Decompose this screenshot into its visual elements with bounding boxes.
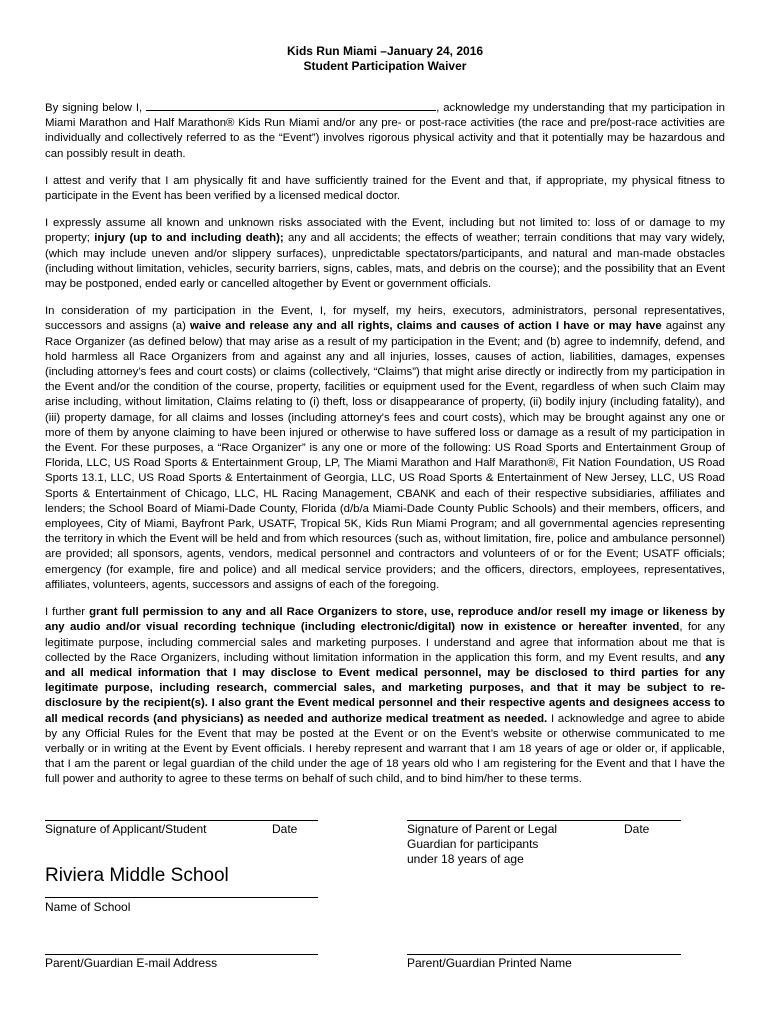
permission-text-end: I acknowledge and agree to abide by any Official Rules for the Event that may be posted at the Event or on the Event’s website or otherwise communicated to me verbally or in writing at the Event by Event officials. I hereby represent and warrant that I am 18 years of age or older or, if applicable, that I am the parent or legal guardian of the child under the age of 18 years old who I am registering for the Event and that I have the full power and authority to agree to these terms on behalf of such child, and to bind him/her to these terms. [45,712,725,786]
permission-text-middle: , for any legitimate purpose, including commercial sales and marketing purposes. I understand and agree that information about me that is collected by the Race Organizers, including without limitation information in the application this form, and my Event results, and [45,621,725,664]
release-text-end: against any Race Organizer (as defined below) that may arise as a result of my participation in the Event; and (b) agree to indemnify, defend, and hold harmless all Race Organizers from and against any and all injuries, losses, causes of action, liabilities, damages, expenses (including attorney’s fees and court costs) or claims (collectively, “Claims”) that might arise directly or indirectly from my participation in the Event and/or the condition of the course, property, facilities or equipment used for the Event, regardless of when such Claim may arise including, without limitation, Claims relating to (i) theft, loss or disappearance of property, (ii) bodily injury (including fatality), and (iii) property damage, for all claims and losses (including attorney's fees and court costs), which may be brought against any one or more of them by anyone claiming to have been injured or otherwise to have suffered loss or damage as a result of my participation in the Event. For these purposes, a “Race Organizer” is any one or more of the following: US Road Sports and Entertainment Group of Florida, LLC, US Road Sports & Entertainment Group, LP, The Miami Marathon and Half Marathon®, Fit Nation Foundation, US Road Sports 13.1, LLC, US Road Sports & Entertainment of Georgia, LLC, US Road Sports & Entertainment of New Jersey, LLC, US Road Sports & Entertainment of Chicago, LLC, HL Racing Management, CBANK and each of their respective subsidiaries, affiliates and lenders; the School Board of Miami-Dade County, Florida (d/b/a Miami-Dade County Public Schools) and their members, officers, and employees, City of Miami, Bayfront Park, USATF, Tropical 5K, Kids Run Miami Program; and all governmental agencies representing the territory in which the Event will be held and from which resources (such as, without limitation, fire, police and ambulance personnel) are provided; all sponsors, agents, vendors, medical personnel and contractors and volunteers of or for the Event; USATF officials; emergency (for example, fire and police) and all medical service providers; and the officers, directors, employees, representatives, affiliates, volunteers, agents, successors and assigns of each of the foregoing. [45,320,726,591]
fitness-paragraph: I attest and verify that I am physically fit and have sufficiently trained for the Event and that, if appropriate, my physical fitness to participate in the Event has been verified by a licensed medical doctor. [45,174,725,203]
permission-text-start: I further [45,606,86,619]
school-name-label: Name of School [45,900,131,914]
applicant-signature-line[interactable] [45,820,318,821]
participant-name-blank[interactable] [146,100,436,111]
guardian-signature-label-2: Guardian for participants [407,837,539,851]
participation-text-start: By signing below I, [45,102,143,114]
release-paragraph [45,304,725,593]
guardian-date-label: Date [624,822,650,836]
guardian-signature-label-1: Signature of Parent or Legal [407,822,558,836]
guardian-email-line[interactable] [45,954,318,955]
school-name-value[interactable]: Riviera Middle School [45,865,229,886]
release-text-bold: waive and release any and all rights, claims and causes of action I have or may have [190,320,662,333]
risk-text-bold: injury (up to and including death); [94,232,284,245]
guardian-email-label: Parent/Guardian E-mail Address [45,956,218,970]
permission-text-bold-2: any and all medical information that I may disclose to Event medical personnel, may be disclosed to third parties for any legitimate purpose, including research, commercial sales, and marketing purposes, and that it may be subject to re-disclosure by the recipient(s). I also grant the Event medical personnel and their respective agents and designees access to all medical records (and physicians) as needed and authorize medical treatment as needed. [45,651,725,725]
event-title: Kids Run Miami –January 24, 2016 [286,44,484,58]
applicant-signature-label: Signature of Applicant/Student [45,822,207,836]
guardian-printed-name-line[interactable] [407,954,681,955]
permission-text-bold-1: grant full permission to any and all Race Organizers to store, use, reproduce and/or resell my image or likeness by any audio and/or visual recording technique (including electronic/digital) now in existence or hereafter invented [45,606,726,634]
participation-paragraph [45,100,725,162]
release-text-start: In consideration of my participation in the Event, I, for myself, my heirs, executors, administrators, personal representatives, successors and assigns (a) [45,305,725,333]
guardian-printed-name-label: Parent/Guardian Printed Name [407,956,572,970]
risk-text-end: any and all accidents; the effects of weather; terrain conditions that may vary widely, (which may include uneven and/or slippery surfaces), unpredictable spectators/participants, and natural and man-made obstacles (including without limitation, vehicles, security barriers, signs, cables, mats, and debris on the course); and the possibility that an Event may be postponed, ended early or cancelled altogether by Event or government officials. [45,232,726,291]
guardian-signature-line[interactable] [407,820,681,821]
participation-text-end: , acknowledge my understanding that my participation in Miami Marathon and Half Marathon® Kids Run Miami and/or any pre- or post-race activities (the race and pre/post-race activities are individually and collectively referred to as the “Event”) involves rigorous physical activity and that it potentially may be hazardous and can possibly result in death. [45,102,725,160]
assumption-of-risk-paragraph [45,216,725,292]
permission-paragraph [45,605,725,787]
guardian-signature-label-3: under 18 years of age [407,852,524,866]
waiver-body [45,100,725,800]
waiver-title: Student Participation Waiver [303,59,467,73]
applicant-date-label: Date [272,822,298,836]
risk-text-start: I expressly assume all known and unknown risks associated with the Event, including but not limited to: loss of or damage to my property; [45,217,725,245]
school-name-line [45,897,318,898]
